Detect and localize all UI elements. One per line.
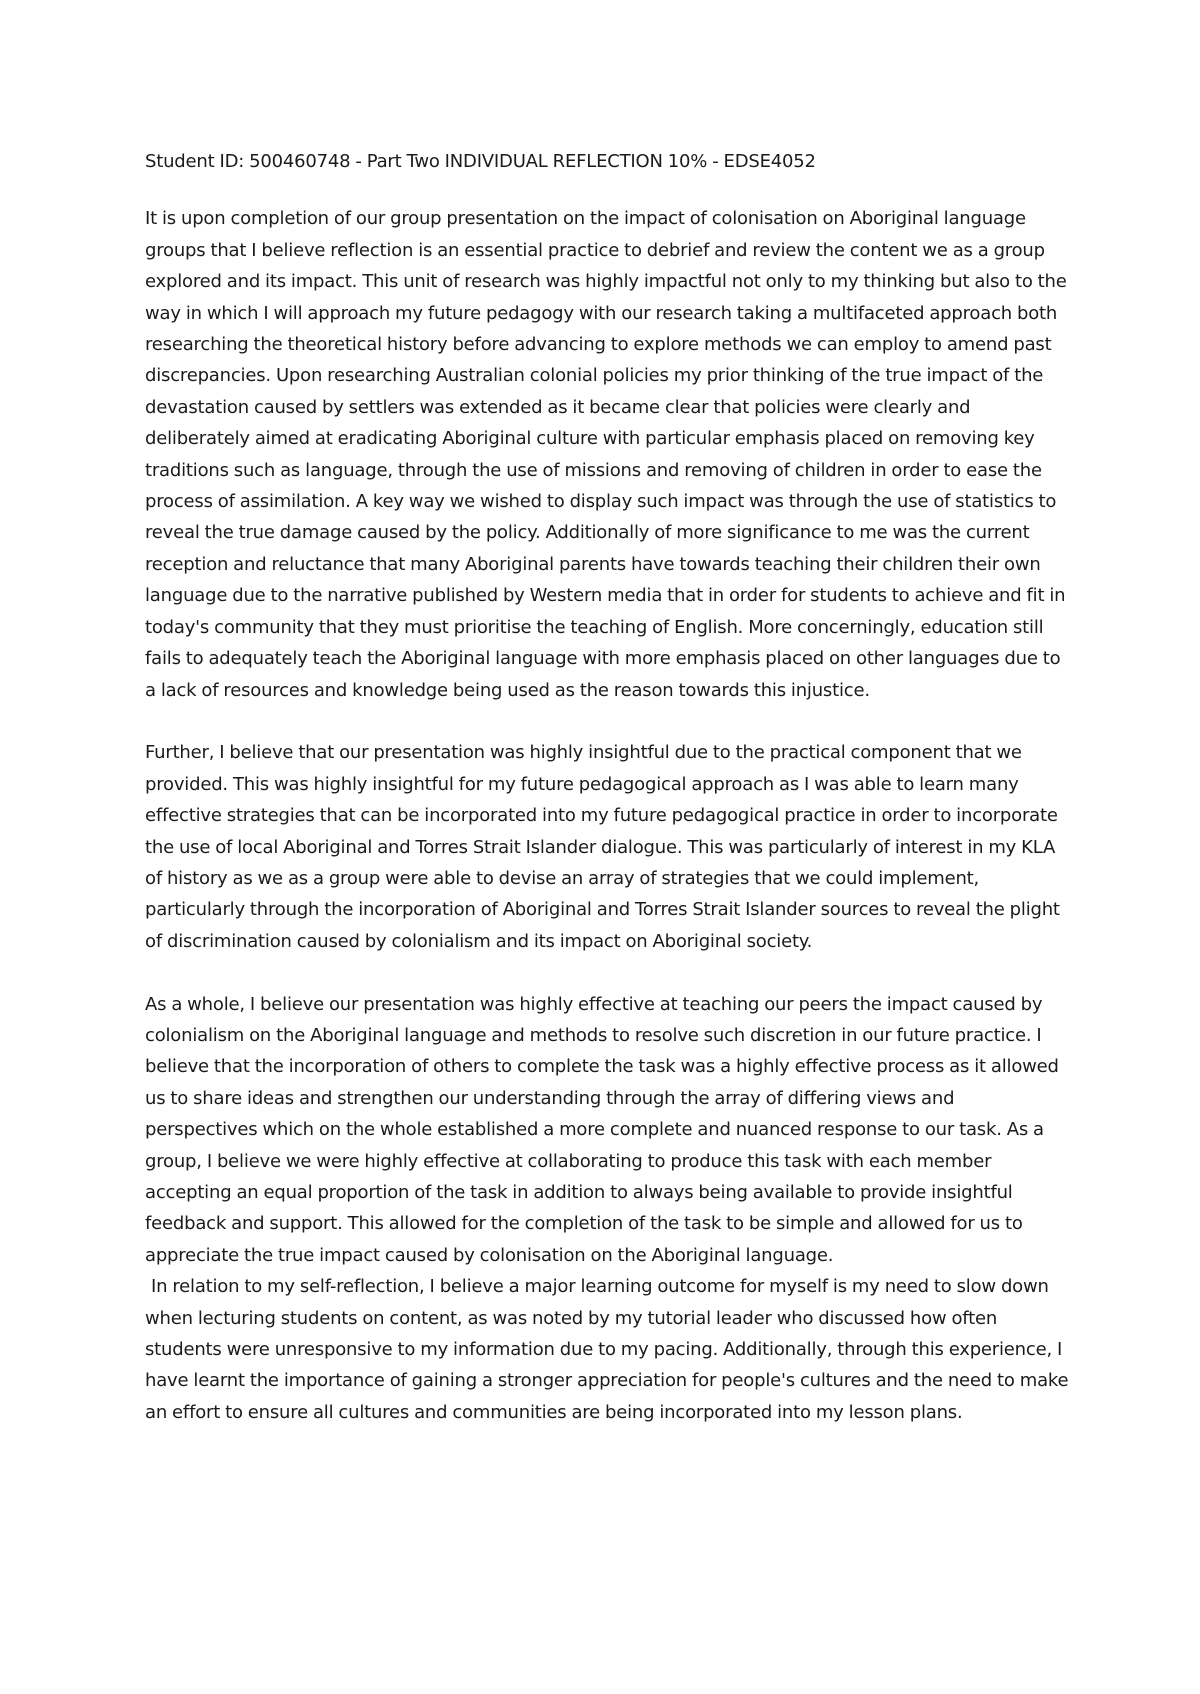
paragraph-3: As a whole, I believe our presentation was highly effective at teaching our peers the impact caused by colonialism on the Aboriginal language and methods to resolve such discretion in our future practice. I believe that the incorporation of others to complete the task was a highly effective process as it allowed us to share ideas and strengthen our understanding through the array of differing views and perspectives which on the whole established a more complete and nuanced response to our task. As a group, I believe we were highly effective at collaborating to produce this task with each member accepting an equal proportion of the task in addition to always being available to provide insightful feedback and support. This allowed for the completion of the task to be simple and allowed for us to appreciate the true impact caused by colonisation on the Aboriginal language.	[145, 993, 1059, 1266]
paragraph-2: Further, I believe that our presentation was highly insightful due to the practical component that we provided. This was highly insightful for my future pedagogical approach as I was able to learn many effective strategies that can be incorporated into my future pedagogical practice in order to incorporate the use of local Aboriginal and Torres Strait Islander dialogue. This was particularly of interest in my KLA of history as we as a group were able to devise an array of strategies that we could implement, particularly through the incorporation of Aboriginal and Torres Strait Islander sources to reveal the plight of discrimination caused by colonialism and its impact on Aboriginal society.	[145, 742, 1060, 952]
paragraph-1: It is upon completion of our group presentation on the impact of colonisation on Aboriginal language groups that I believe reflection is an essential practice to debrief and review the content we as a group explored and its impact. This unit of research was highly impactful not only to my thinking but also to the way in which I will approach my future pedagogy with our research taking a multifaceted approach both researching the theoretical history before advancing to explore methods we can employ to amend past discrepancies. Upon researching Australian colonial policies my prior thinking of the true impact of the devastation caused by settlers was extended as it became clear that policies were clearly and deliberately aimed at eradicating Aboriginal culture with particular emphasis placed on removing key traditions such as language, through the use of missions and removing of children in order to ease the process of assimilation. A key way we wished to display such impact was through the use of statistics to reveal the true damage caused by the policy. Additionally of more significance to me was the current reception and reluctance that many Aboriginal parents have towards teaching their children their own language due to the narrative published by Western media that in order for students to achieve and fit in today's community that they must prioritise the teaching of English. More concerningly, education still fails to adequately teach the Aboriginal language with more emphasis placed on other languages due to a lack of resources and knowledge being used as the reason towards this injustice.	[145, 208, 1067, 701]
document-heading: Student ID: 500460748 - Part Two INDIVIDUAL REFLECTION 10% - EDSE4052	[145, 151, 816, 172]
document-body	[145, 146, 1070, 1428]
paragraph-4: In relation to my self-reflection, I believe a major learning outcome for myself is my need to slow down when lecturing students on content, as was noted by my tutorial leader who discussed how often students were unresponsive to my information due to my pacing. Additionally, through this experience, I have learnt the importance of gaining a stronger appreciation for people's cultures and the need to make an effort to ensure all cultures and communities are being incorporated into my lesson plans.	[145, 1276, 1069, 1423]
